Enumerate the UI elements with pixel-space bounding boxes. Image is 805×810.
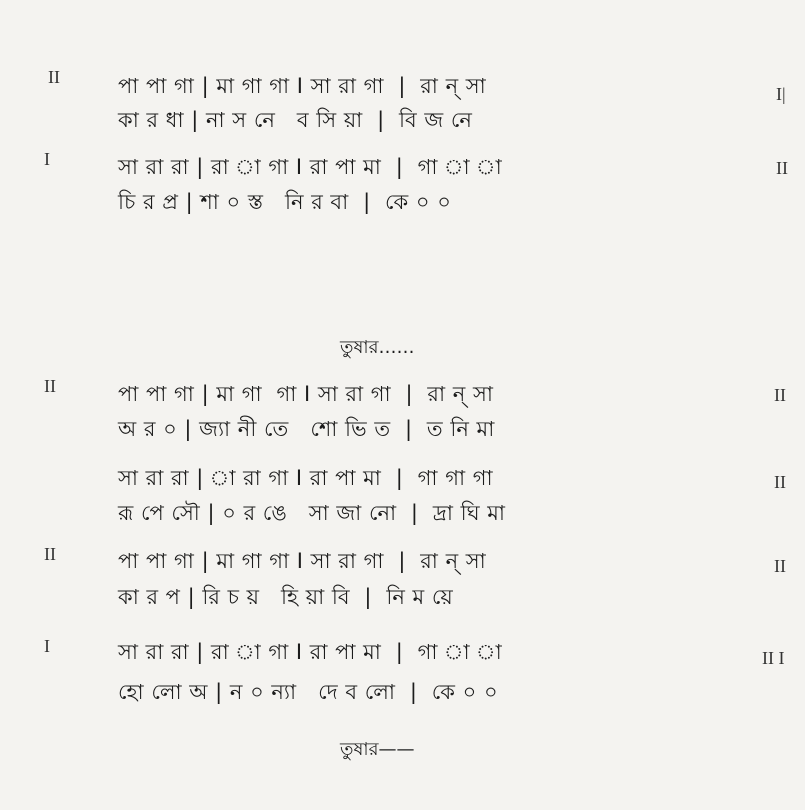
bar-mark-right: II [774,385,786,405]
bar-mark-left: II [44,544,56,564]
lyrics-row: কা র ধা | না স নে ব সি য়া | বি জ নে [118,108,473,132]
lyrics-row: কা র প | রি চ য় হি য়া বি | নি ম য়ে [118,585,454,609]
notation-row: সা রা রা | রা া গা I রা পা মা | গা া া [118,640,503,664]
notation-row: সা রা রা | রা া গা I রা পা মা | গা া া [118,155,503,179]
bar-mark-right: II [774,556,786,576]
lyrics-row: হো লো অ | ন ০ ন্যা দে ব লো | কে ০ ০ [118,680,499,704]
notation-row: পা পা গা | মা গা গা I সা রা গা | রা ন্ সা [118,74,487,98]
bar-mark-left: II [44,376,56,396]
section-caption: তুষার—— [340,739,415,760]
bar-mark-right: II [776,158,788,178]
notation-row: পা পা গা | মা গা গা I সা রা গা | রা ন্ সা [118,382,494,406]
lyrics-row: অ র ০ | জ্যা নী তে শো ভি ত | ত নি মা [118,417,495,441]
bar-mark-right: II [774,472,786,492]
notation-row: পা পা গা | মা গা গা I সা রা গা | রা ন্ সা [118,549,487,573]
bar-mark-right: II I [762,648,785,668]
lyrics-row: রূ পে সৌ | ০ র ঙে সা জা নো | দ্রা ঘি মা [118,501,506,525]
lyrics-row: চি র প্র | শা ০ স্ত নি র বা | কে ০ ০ [118,190,452,214]
section-caption: তুষার…… [340,337,415,358]
notation-row: সা রা রা | া রা গা I রা পা মা | গা গা গা [118,466,494,490]
bar-mark-left: I [44,149,50,169]
bar-mark-left: I [44,636,50,656]
bar-mark-right: I| [776,84,786,104]
bar-mark-left: II [48,67,60,87]
